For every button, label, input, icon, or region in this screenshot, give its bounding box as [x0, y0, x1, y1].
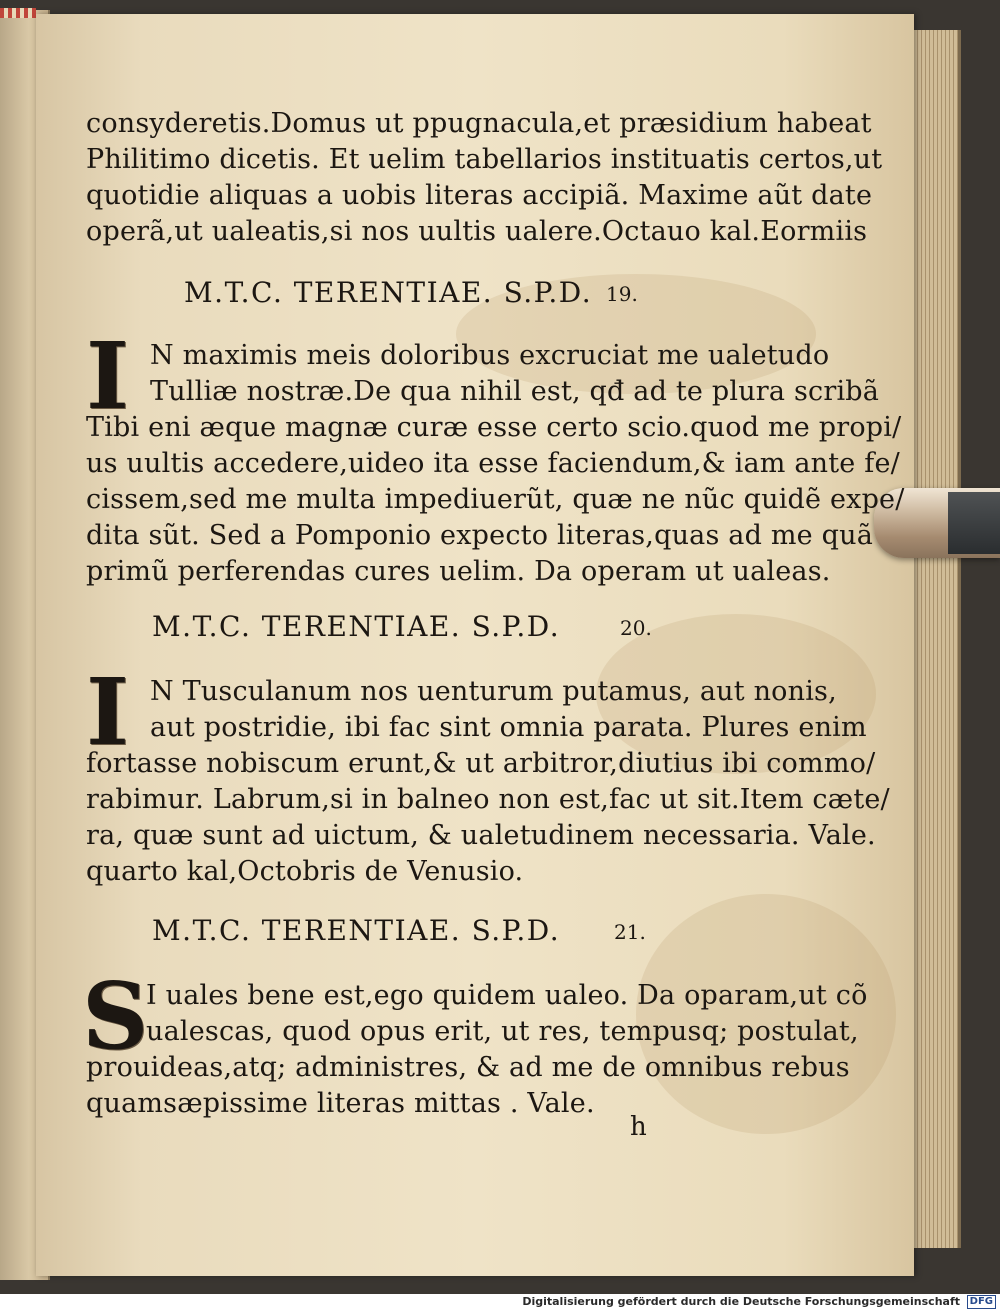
letter-number: 20.: [620, 616, 652, 640]
text-line: primũ perferendas cures uelim. Da operam ut ualeas.: [86, 556, 831, 587]
footer-bar: [0, 1294, 1000, 1310]
text-line: N Tusculanum nos uenturum putamus, aut nonis,: [150, 676, 837, 707]
text-line: prouideas,atq; administres, & ad me de omnibus rebus: [86, 1052, 850, 1083]
signature-mark: h: [630, 1112, 647, 1142]
text-line: N maximis meis doloribus excruciat me ualetudo: [150, 340, 830, 371]
footer-text: Digitalisierung gefördert durch die Deutsche Forschungsgemeinschaft: [522, 1295, 960, 1308]
text-line: consyderetis.Domus ut ppugnacula,et præsidium habeat: [86, 108, 872, 139]
text-line: cissem,sed me multa impediuerũt, quæ ne nũc quidẽ expe/: [86, 484, 905, 515]
letter-heading: M.T.C. TERENTIAE. S.P.D.: [152, 914, 561, 947]
text-line: operã,ut ualeatis,si nos uultis ualere.Octauo kal.Eormiis: [86, 216, 868, 247]
text-line: Tibi eni æque magnæ curæ esse certo scio.quod me propi/: [86, 412, 902, 443]
text-line: us uultis accedere,uideo ita esse faciendum,& iam ante fe/: [86, 448, 900, 479]
letter-number: 21.: [614, 920, 646, 944]
text-line: fortasse nobiscum erunt,& ut arbitror,diutius ibi commo/: [86, 748, 876, 779]
text-line: Philitimo dicetis. Et uelim tabellarios instituatis certos,ut: [86, 144, 883, 175]
text-line: Tulliæ nostræ.De qua nihil est, qđ ad te plura scribã: [150, 376, 880, 407]
decorated-initial: S: [82, 962, 149, 1070]
dfg-logo: DFG: [967, 1295, 996, 1309]
text-line: quamsæpissime literas mittas . Vale.: [86, 1088, 595, 1119]
text-line: dita sũt. Sed a Pomponio expecto literas,quas ad me quã: [86, 520, 873, 551]
text-line: ualescas, quod opus erit, ut res, tempusq; postulat,: [146, 1016, 859, 1047]
letter-heading: M.T.C. TERENTIAE. S.P.D.: [184, 276, 593, 309]
text-line: quarto kal,Octobris de Venusio.: [86, 856, 524, 887]
letter-number: 19.: [606, 282, 638, 306]
letter-heading: M.T.C. TERENTIAE. S.P.D.: [152, 610, 561, 643]
text-line: rabimur. Labrum,si in balneo non est,fac ut sit.Item cæte/: [86, 784, 890, 815]
decorated-initial: I: [86, 322, 130, 430]
decorated-initial: I: [86, 658, 130, 766]
text-line: aut postridie, ibi fac sint omnia parata. Plures enim: [150, 712, 867, 743]
text-line: I uales bene est,ego quidem ualeo. Da oparam,ut cõ: [146, 980, 868, 1011]
text-line: quotidie aliquas a uobis literas accipiã. Maxime aũt date: [86, 180, 873, 211]
text-line: ra, quæ sunt ad uictum, & ualetudinem necessaria. Vale.: [86, 820, 876, 851]
